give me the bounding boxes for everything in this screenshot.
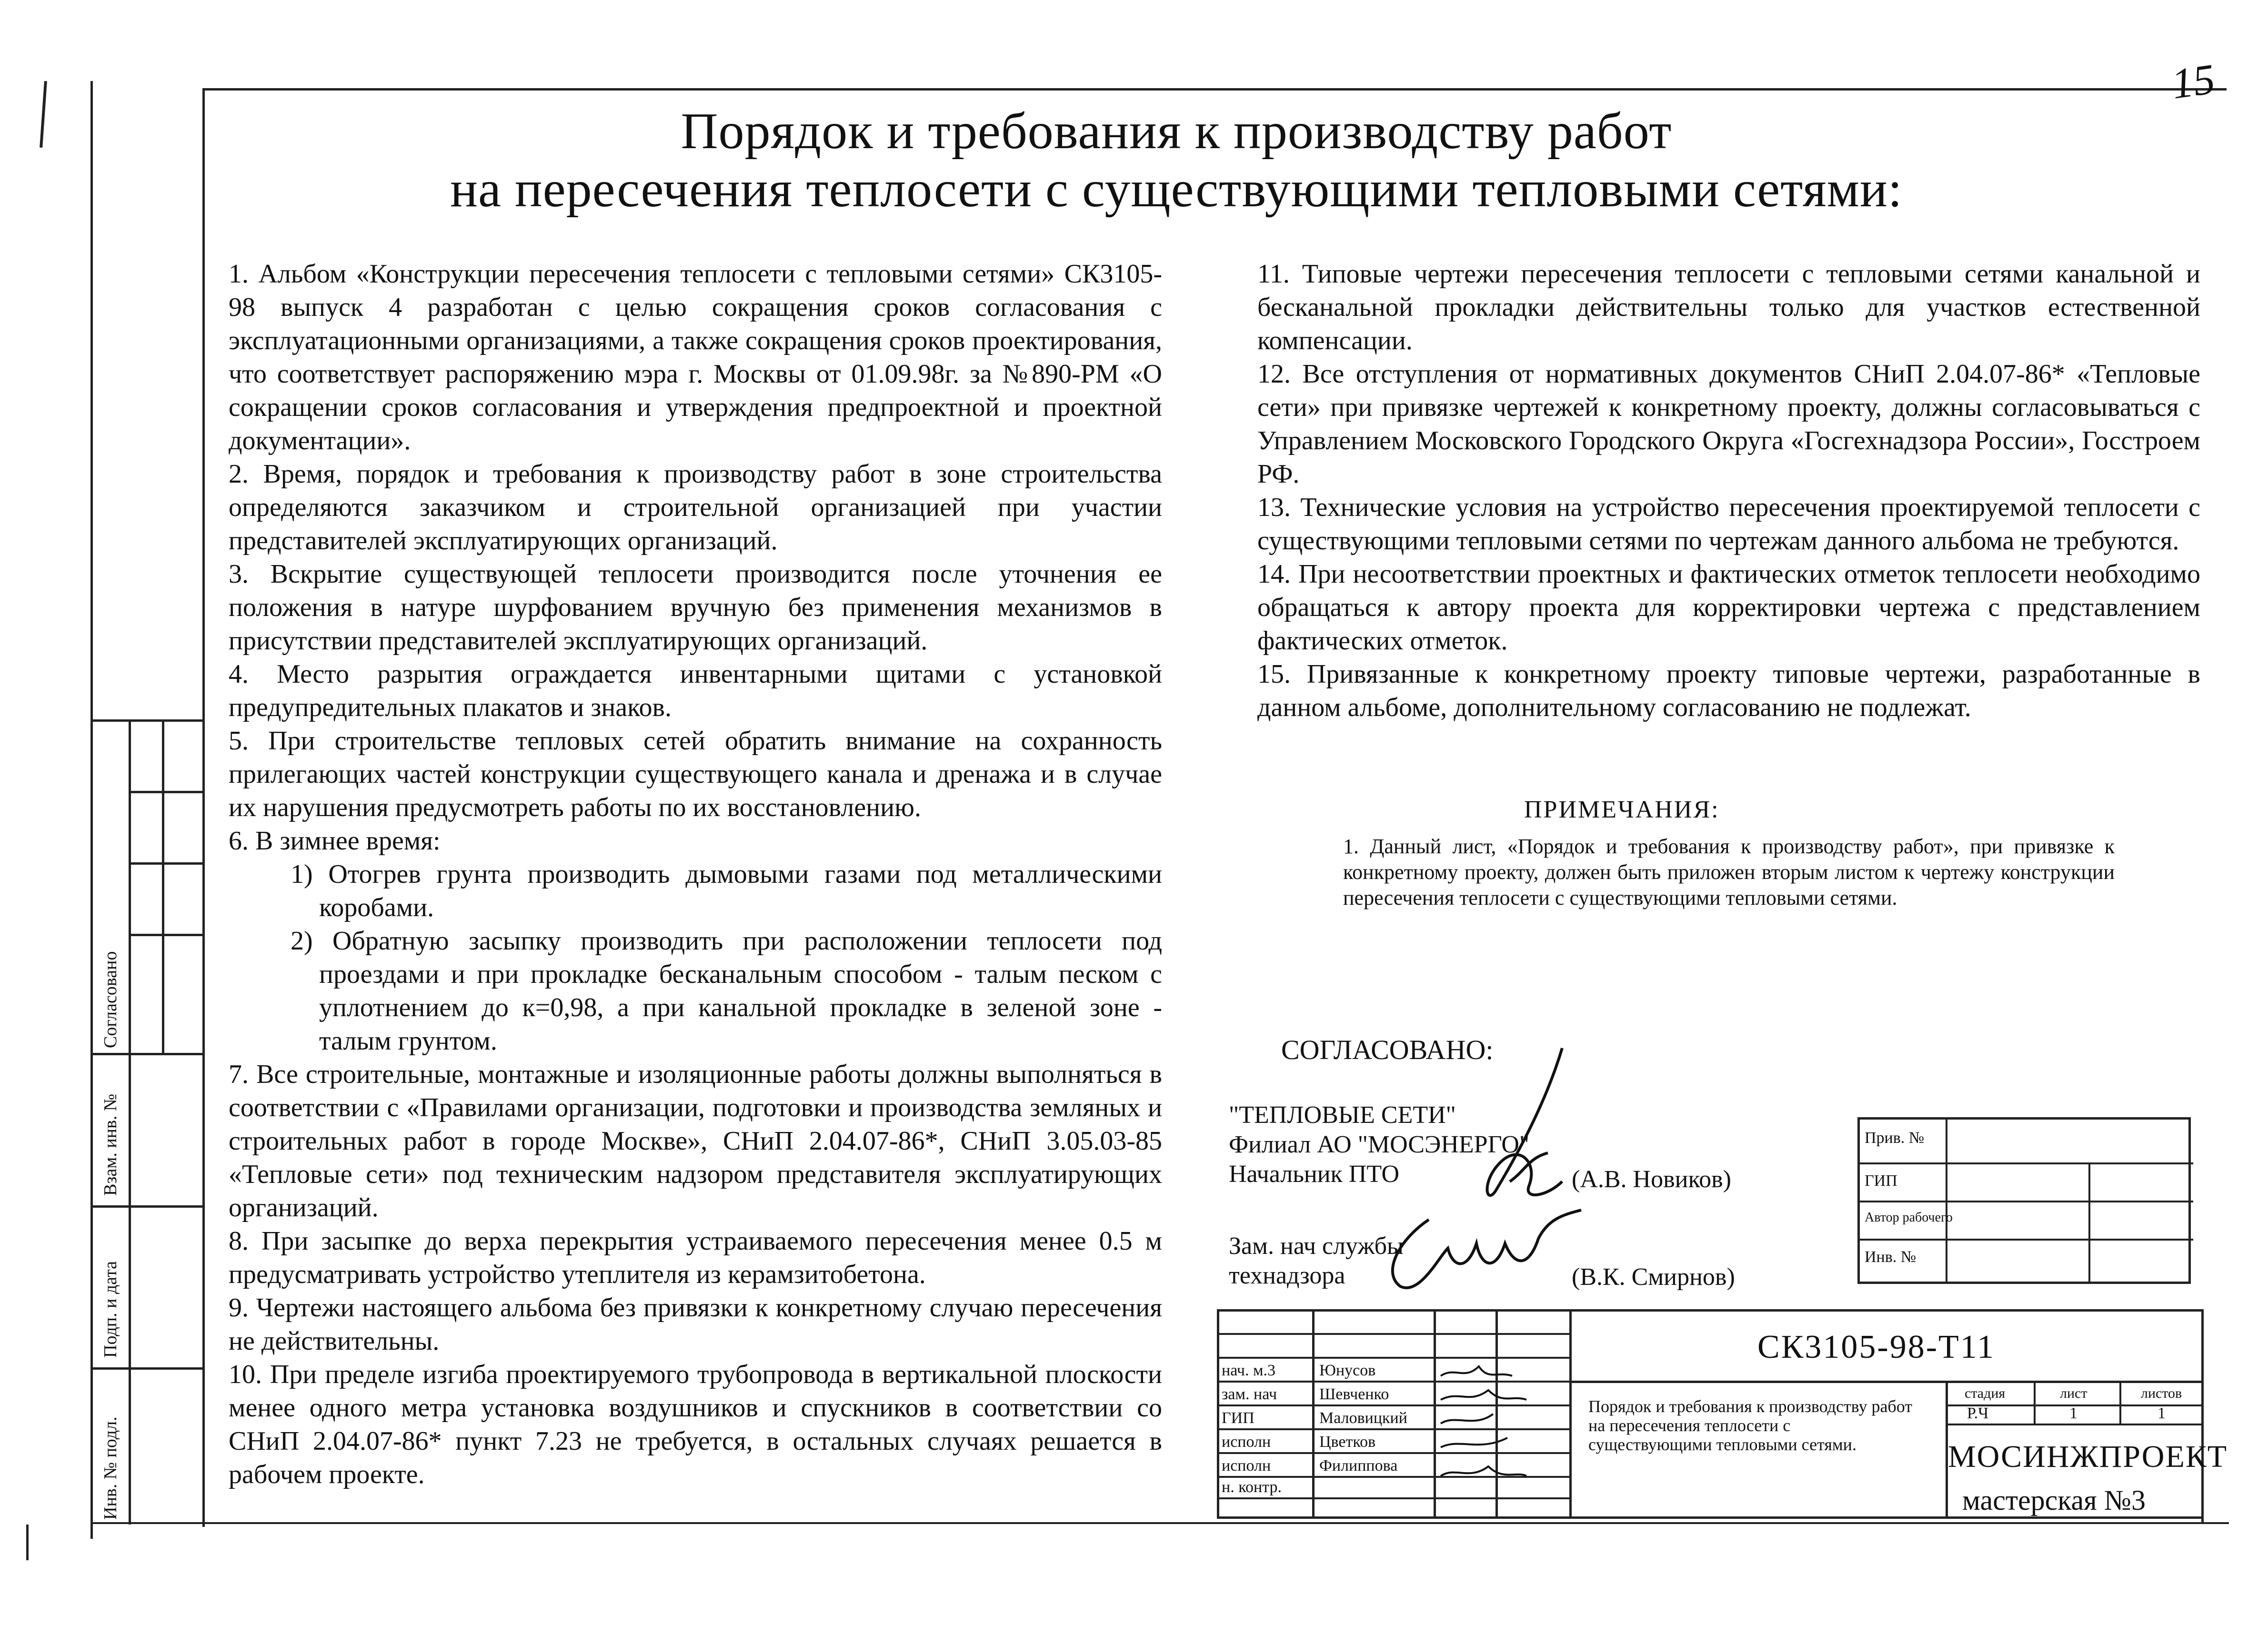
frame-left-inner [202,88,205,1527]
organization-workshop: мастерская №3 [1962,1485,2146,1516]
side-stamp [90,719,202,1525]
list-item: 5. При строительстве тепловых сетей обратить внимание на сохранность прилегающих частей конструкции существующего канала и дренажа и в случае их нарушения предусмотреть работы по их восстановлению. [229,726,1162,822]
margin-mark [40,81,47,148]
side-stamp-replace: Взам. инв. № [100,1093,120,1196]
approval-position-1: Начальник ПТО [1229,1161,1400,1188]
side-stamp-agreed: Согласовано [100,951,120,1048]
approval-position-2: Зам. нач службы технадзора [1229,1232,1404,1289]
list-item: 2. Время, порядок и требования к производству работ в зоне строительства определяются заказчиком и строительной организацией при участии представителей эксплуатирующих организаций. [229,459,1162,555]
requirements-right-column [1257,257,2200,724]
list-item: 3. Вскрытие существующей теплосети производится после уточнения ее положения в натуре шурфованием вручную без применения механизмов в присутствии представителей эксплуатирующих организаций. [229,559,1162,656]
list-item: 8. При засыпке до верха перекрытия устраиваемого пересечения менее 0.5 м предусматривать устройство утеплителя из керамзитобетона. [229,1226,1162,1289]
list-item: 7. Все строительные, монтажные и изоляционные работы должны выполняться в соответствии с «Правилами организации, подготовки и производства земляных и строительных работ в городе Москве», СНиП 2.04.07-86*, СНиП 3.05.03-85 «Тепловые сети» под техническим надзором представителя эксплуатирующих организаций. [229,1060,1162,1222]
binding-box-label: Автор рабочего [1865,1210,1953,1225]
list-item: 14. При несоответствии проектных и фактических отметок теплосети необходимо обращаться к автору проекта для корректировки чертежа с представлением фактических отметок. [1257,559,2200,656]
side-stamp-inv: Инв. № подл. [100,1416,120,1520]
approval-name-2: (В.К. Смирнов) [1572,1263,1735,1291]
title-block-name: Филиппова [1319,1457,1398,1475]
side-stamp-sign-date: Подп. и дата [100,1261,120,1358]
title-block-role: исполн [1222,1457,1271,1475]
binding-box-label: Инв. № [1865,1248,1917,1266]
title-block-sheets-label: листов [2141,1385,2182,1401]
frame-top [202,88,2227,91]
list-item: 9. Чертежи настоящего альбома без привязки к конкретному случаю пересечения не действительны. [229,1293,1162,1356]
approval-org-line-2: Филиал АО "МОСЭНЕРГО" [1229,1131,1530,1158]
approval-name-1: (А.В. Новиков) [1572,1166,1731,1193]
approval-heading: СОГЛАСОВАНО: [1281,1034,1494,1065]
list-item: 6. В зимнее время: [229,826,441,856]
winter-item: 1) Отогрев грунта производить дымовыми газами под металлическими коробами. [291,859,1162,922]
title-block-role: исполн [1222,1433,1271,1451]
list-item: 13. Технические условия на устройство пересечения проектируемой теплосети с существующими тепловыми сетями по чертежам данного альбома не требуются. [1257,493,2200,555]
frame-bottom [90,1522,2229,1524]
title-block-signatures [1436,1357,1531,1500]
signature-1 [1453,1039,1596,1220]
margin-mark [26,1525,29,1560]
list-item: 11. Типовые чертежи пересечения теплосети с тепловыми сетями канальной и бесканальной прокладки действительны только для участков естественной компенсации. [1257,259,2200,355]
title-block-role: н. контр. [1222,1478,1282,1496]
winter-item: 2) Обратную засыпку производить при расположении теплосети под проездами и при прокладке бесканальным способом - талым песком с уплотнением до к=0,98, а при канальной прокладке в зеленой зоне - талым грунтом. [291,926,1162,1056]
title-block-role: ГИП [1222,1409,1254,1427]
title-block-name: Цветков [1319,1433,1376,1451]
title-block-name: Юнусов [1319,1362,1376,1379]
title-block-sheets: 1 [2158,1404,2166,1422]
title-line-2: на пересечения теплосети с существующими тепловыми сетями: [450,161,1903,218]
signature-2 [1372,1201,1591,1305]
title-block-stage-label: стадия [1965,1385,2006,1401]
list-item: 12. Все отступления от нормативных документов СНиП 2.04.07-86* «Тепловые сети» при привязке чертежей к конкретному проекту, должны согласовываться с Управлением Московского Городского Округа «Госгехнадзора России», Госстроем РФ. [1257,359,2200,489]
organization-name: МОСИНЖПРОЕКТ [1948,1439,2228,1474]
notes-text: 1. Данный лист, «Порядок и требования к производству работ», при привязке к конкретному проекту, должен быть приложен вторым листом к чертежу конструкции пересечения теплосети с существующими тепловыми сетями. [1343,835,2115,909]
notes-title: ПРИМЕЧАНИЯ: [1524,796,1720,823]
title-block-sheet: 1 [2069,1404,2077,1422]
document-code: СК3105-98-Т11 [1757,1329,1996,1365]
title-block-name: Шевченко [1319,1385,1389,1403]
title-block-role: зам. нач [1222,1385,1277,1403]
title-block-description: Порядок и требования к производству работ на пересечения теплосети с существующими тепловыми сетями. [1588,1397,1912,1454]
title-block-role: нач. м.3 [1222,1362,1276,1379]
binding-box-label: ГИП [1865,1172,1897,1190]
page-title [200,102,2153,219]
list-item: 15. Привязанные к конкретному проекту типовые чертежи, разработанные в данном альбоме, дополнительному согласованию не подлежат. [1257,659,2200,722]
list-item: 4. Место разрытия ограждается инвентарными щитами с установкой предупредительных плакатов и знаков. [229,659,1162,722]
binding-box [1857,1117,2191,1284]
binding-box-label: Прив. № [1865,1129,1925,1147]
approval-org-line-1: "ТЕПЛОВЫЕ СЕТИ" [1229,1101,1456,1129]
page-number: 15 [2168,55,2218,108]
title-block-name: Маловицкий [1319,1409,1407,1427]
title-line-1: Порядок и требования к производству работ [681,103,1672,160]
title-block-sheet-label: лист [2060,1385,2087,1401]
list-item: 1. Альбом «Конструкции пересечения теплосети с тепловыми сетями» СК3105-98 выпуск 4 разработан с целью сокращения сроков согласования с эксплуатационными организациями, а также сокращения сроков проектирования, что соответствует распоряжению мэра г. Москвы от 01.09.98г. за №890-РМ «О сокращении сроков согласования и утверждения предпроектной и проектной документации». [229,259,1162,455]
list-item: 10. При пределе изгиба проектируемого трубопровода в вертикальной плоскости менее одного метра установка воздушников и спускников в соответствии со СНиП 2.04.07-86* пункт 7.23 не требуется, в остальных случаях решается в рабочем проекте. [229,1360,1162,1489]
requirements-left-column [229,257,1162,1491]
title-block-stage: Р.Ч [1967,1404,1989,1422]
